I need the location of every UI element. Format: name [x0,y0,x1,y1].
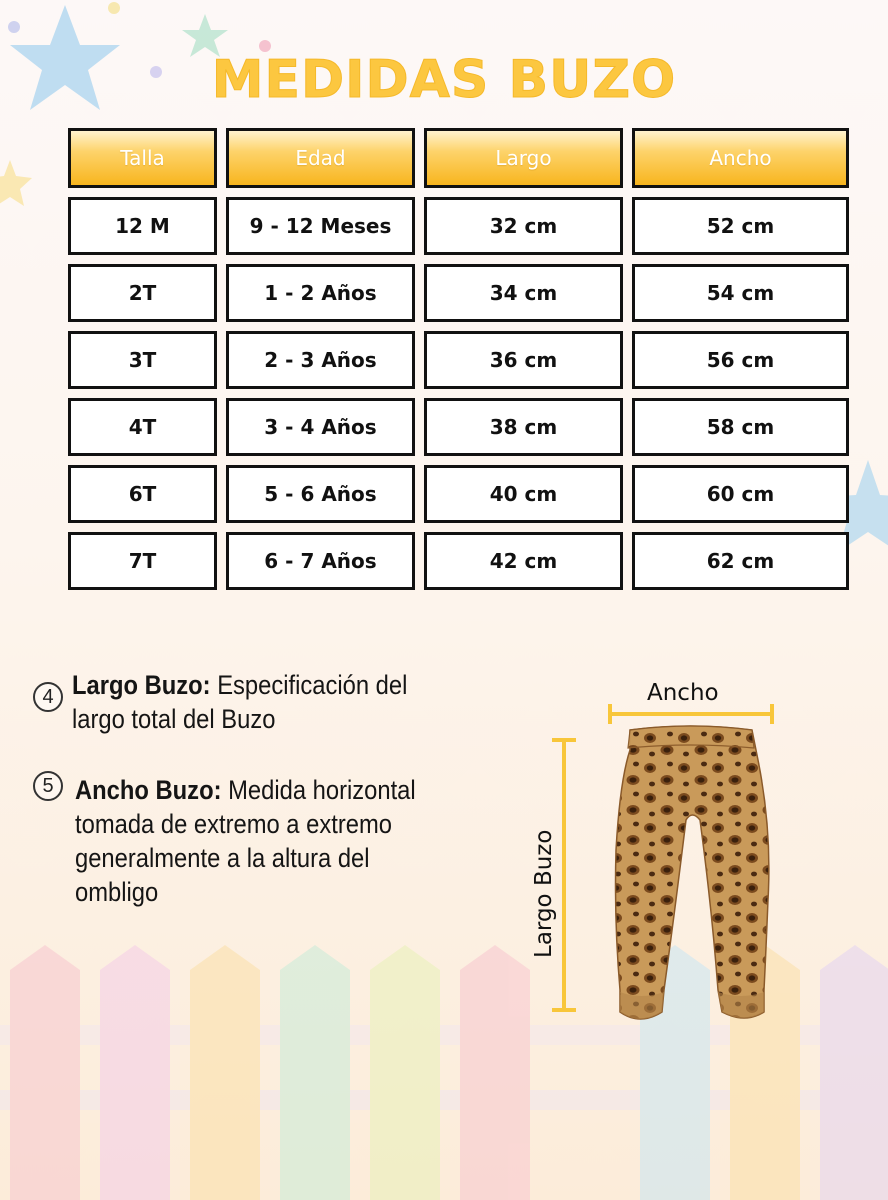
table-cell-largo: 42 cm [424,532,623,590]
pants-diagram [540,700,800,1030]
note-term: Ancho Buzo: [75,775,222,805]
table-cell-talla: 7T [68,532,217,590]
circled-number-4 [33,682,63,712]
length-measure-line [552,740,576,1010]
note-line: Especificación del [210,670,408,700]
circled-number-5 [33,771,63,801]
header-largo: Largo [424,128,623,188]
header-edad: Edad [226,128,415,188]
note-term: Largo Buzo: [72,670,211,700]
table-cell-ancho: 54 cm [632,264,849,322]
table-cell-ancho: 52 cm [632,197,849,255]
table-cell-largo: 34 cm [424,264,623,322]
note-line: largo total del Buzo [72,704,276,734]
table-cell-edad: 3 - 4 Años [226,398,415,456]
table-cell-talla: 6T [68,465,217,523]
note-number: 4 [42,685,54,708]
header-talla: Talla [68,128,217,188]
table-cell-edad: 9 - 12 Meses [226,197,415,255]
pants-shape [616,726,769,1019]
table-cell-largo: 40 cm [424,465,623,523]
table-cell-ancho: 62 cm [632,532,849,590]
note-ancho-buzo [75,773,480,909]
table-cell-edad: 1 - 2 Años [226,264,415,322]
table-cell-edad: 6 - 7 Años [226,532,415,590]
table-cell-edad: 2 - 3 Años [226,331,415,389]
table-cell-largo: 38 cm [424,398,623,456]
header-ancho: Ancho [632,128,849,188]
table-cell-ancho: 58 cm [632,398,849,456]
table-cell-ancho: 60 cm [632,465,849,523]
width-label: Ancho [647,680,719,706]
width-measure-line [610,704,772,724]
note-largo-buzo [72,668,459,736]
table-cell-largo: 36 cm [424,331,623,389]
table-cell-edad: 5 - 6 Años [226,465,415,523]
table-cell-talla: 3T [68,331,217,389]
star-decoration-yellow [0,160,32,206]
length-label: Largo Buzo [531,829,557,958]
note-line: tomada de extremo a extremo [75,809,392,839]
note-line: generalmente a la altura del [75,843,370,873]
table-cell-talla: 4T [68,398,217,456]
table-cell-talla: 2T [68,264,217,322]
table-cell-ancho: 56 cm [632,331,849,389]
note-line: Medida horizontal [221,775,416,805]
page-title: MEDIDAS BUZO [211,50,677,110]
table-cell-talla: 12 M [68,197,217,255]
note-line: ombligo [75,877,159,907]
table-cell-largo: 32 cm [424,197,623,255]
note-number: 5 [42,774,54,797]
